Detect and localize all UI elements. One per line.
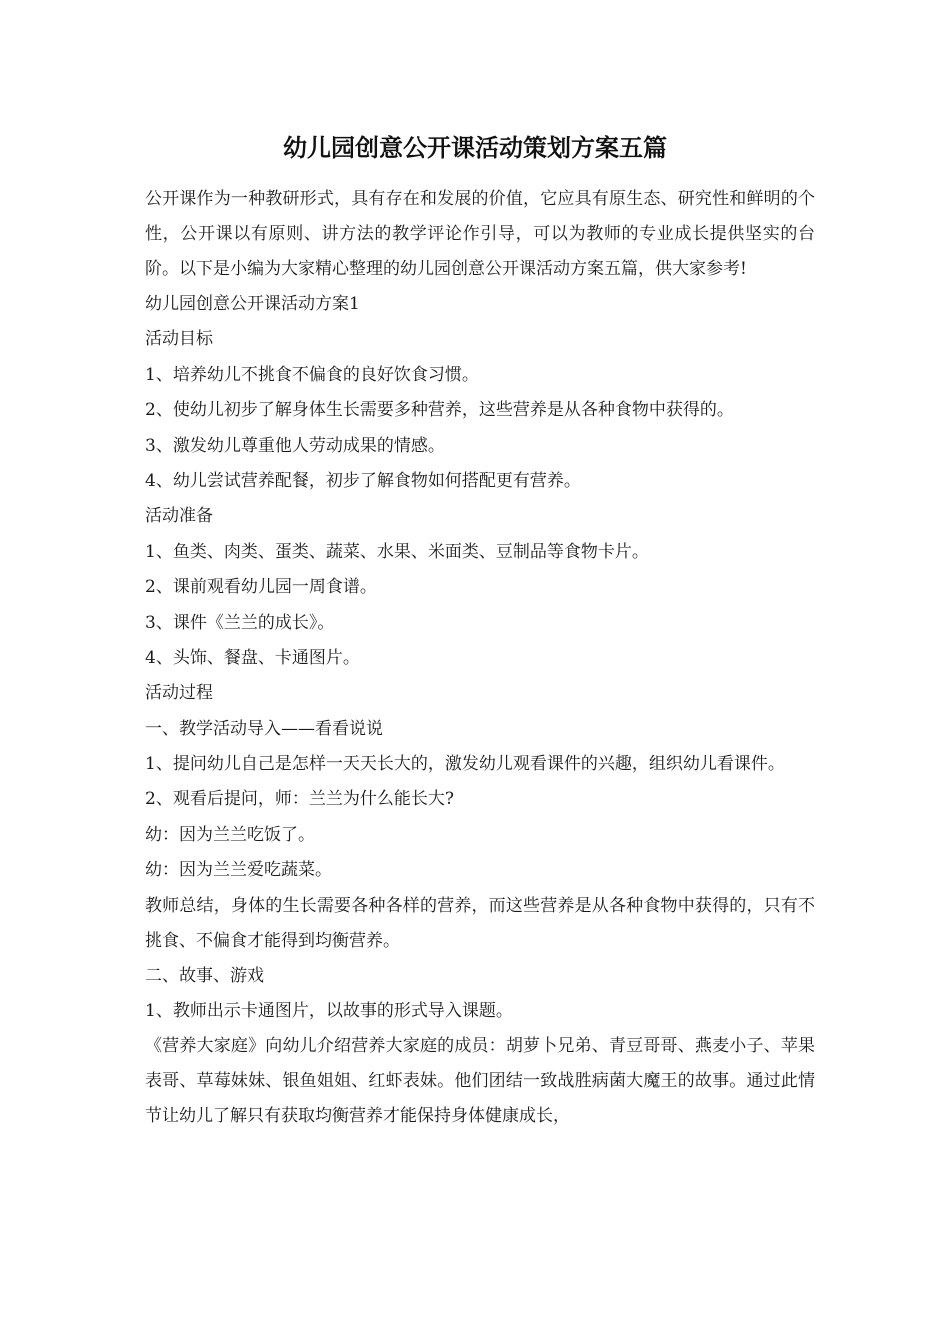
document-title: 幼儿园创意公开课活动策划方案五篇 xyxy=(283,133,667,162)
section-heading: 幼儿园创意公开课活动方案1 xyxy=(145,294,360,314)
process-step-heading: 二、故事、游戏 xyxy=(145,965,264,986)
process-step-heading: 一、教学活动导入——看看说说 xyxy=(145,718,383,739)
process-item: 1、教师出示卡通图片，以故事的形式导入课题。 xyxy=(145,1000,513,1021)
subheading-goals: 活动目标 xyxy=(145,329,213,350)
intro-paragraph: 公开课作为一种教研形式，具有存在和发展的价值，它应具有原生态、研究性和鲜明的个性，公开课以有原则、讲方法的教学评论作引导，可以为教师的专业成长提供坚实的台阶。以下是小编为大家精心整理的幼儿园创意公开课活动方案五篇，供大家参考! xyxy=(145,189,815,279)
preparation-item: 2、课前观看幼儿园一周食谱。 xyxy=(145,577,377,598)
teacher-summary: 教师总结，身体的生长需要各种各样的营养，而这些营养是从各种食物中获得的，只有不挑食、不偏食才能得到均衡营养。 xyxy=(145,895,815,951)
subheading-process: 活动过程 xyxy=(145,683,213,704)
subheading-preparation: 活动准备 xyxy=(145,506,213,527)
story-paragraph: 《营养大家庭》向幼儿介绍营养大家庭的成员：胡萝卜兄弟、青豆哥哥、燕麦小子、苹果表哥、草莓妹妹、银鱼姐姐、红虾表妹。他们团结一致战胜病菌大魔王的故事。通过此情节让幼儿了解只有获取均衡营养才能保持身体健康成长， xyxy=(145,1036,815,1127)
goal-item: 2、使幼儿初步了解身体生长需要多种营养，这些营养是从各种食物中获得的。 xyxy=(145,400,734,421)
preparation-item: 1、鱼类、肉类、蛋类、蔬菜、水果、米面类、豆制品等食物卡片。 xyxy=(145,541,649,562)
process-item: 1、提问幼儿自己是怎样一天天长大的，激发幼儿观看课件的兴趣，组织幼儿看课件。 xyxy=(145,754,785,775)
goal-item: 4、幼儿尝试营养配餐，初步了解食物如何搭配更有营养。 xyxy=(145,471,581,492)
preparation-item: 4、头饰、餐盘、卡通图片。 xyxy=(145,648,360,669)
goal-item: 3、激发幼儿尊重他人劳动成果的情感。 xyxy=(145,435,445,456)
goal-item: 1、培养幼儿不挑食不偏食的良好饮食习惯。 xyxy=(145,364,479,385)
document-body xyxy=(145,182,815,1134)
process-item: 2、观看后提问，师：兰兰为什么能长大? xyxy=(145,789,454,810)
preparation-item: 3、课件《兰兰的成长》。 xyxy=(145,612,335,633)
dialogue-line: 幼：因为兰兰爱吃蔬菜。 xyxy=(145,860,332,881)
dialogue-line: 幼：因为兰兰吃饭了。 xyxy=(145,824,315,845)
